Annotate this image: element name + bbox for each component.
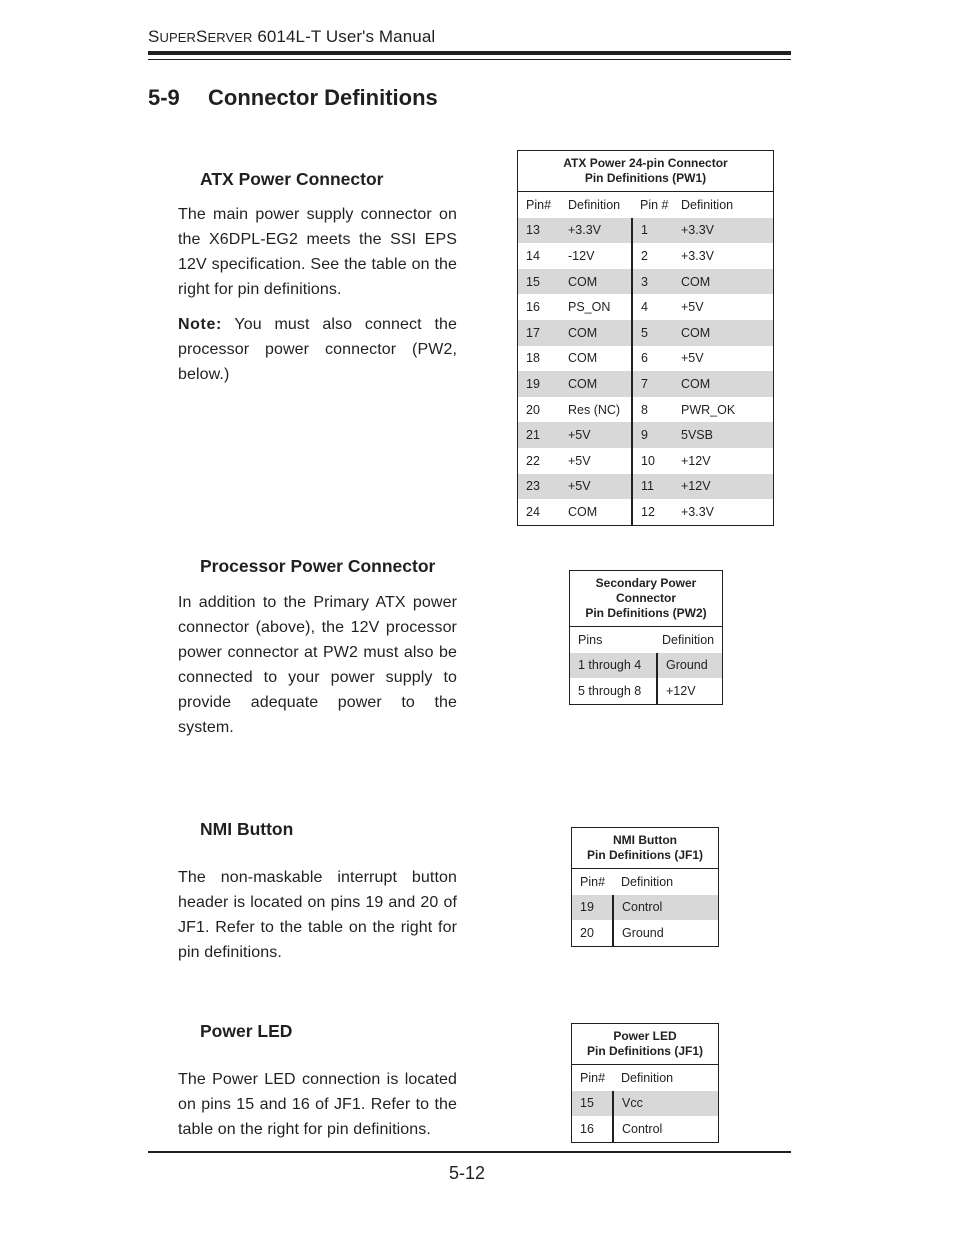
page-number: 5-12 [449, 1163, 486, 1183]
nmi-body: The non-maskable interrupt button header is located on pins 19 and 20 of JF1. Refer to the table on the right for pin definitions. [178, 869, 457, 961]
table-row [518, 448, 774, 474]
atx-cell-pin2: 3 [632, 269, 673, 295]
nmi-header-definition: Definition [621, 874, 674, 889]
atx-header-definition2: Definition [681, 197, 734, 212]
atx-cell-definition2: COM [673, 371, 774, 397]
atx-cell-definition: +5V [568, 453, 591, 468]
power-led-cell-pin: 16 [580, 1121, 594, 1136]
table-row [572, 1116, 719, 1142]
atx-cell-definition2: +12V [681, 453, 711, 468]
atx-cell-pin: 24 [526, 504, 540, 519]
atx-header-definition: Definition [568, 197, 621, 212]
atx-caption-line1: ATX Power 24-pin Connector [563, 156, 728, 170]
pw2-cell-definition: +12V [657, 678, 723, 704]
footer-rule [148, 1151, 791, 1153]
table-row [518, 269, 774, 295]
atx-cell-definition2: +12V [673, 474, 774, 500]
header-rest: 6014L-T User's Manual [252, 27, 436, 46]
table-row [518, 243, 774, 269]
pw2-cell-pins: 1 through 4 [570, 653, 658, 679]
atx-cell-definition2: COM [673, 320, 774, 346]
atx-cell-pin2: 10 [632, 448, 673, 474]
atx-cell-definition: +5V [560, 422, 632, 448]
nmi-heading: NMI Button [200, 819, 294, 839]
pw2-caption-line2: Connector [616, 591, 676, 605]
atx-cell-definition2: PWR_OK [681, 402, 736, 417]
table-row [570, 653, 723, 679]
running-header [148, 27, 435, 47]
atx-cell-pin2: 7 [632, 371, 673, 397]
atx-cell-definition2: +3.3V [681, 504, 715, 519]
atx-cell-pin: 13 [518, 218, 561, 244]
atx-cell-pin: 20 [526, 402, 540, 417]
section-title-text: Connector Definitions [208, 85, 438, 110]
atx-cell-definition: +5V [560, 474, 632, 500]
atx-cell-pin: 16 [526, 300, 540, 315]
atx-cell-definition: COM [560, 269, 632, 295]
atx-cell-pin2: 1 [632, 218, 673, 244]
atx-cell-pin2: 2 [632, 243, 673, 269]
atx-cell-pin2: 6 [632, 346, 673, 372]
table-row [570, 678, 723, 704]
atx-cell-definition2: +3.3V [681, 248, 715, 263]
nmi-header-pin: Pin# [580, 874, 606, 889]
atx-pin-table [517, 150, 774, 526]
atx-cell-definition2: COM [673, 269, 774, 295]
power-led-table-header-row [572, 1065, 719, 1091]
header-rule-thick [148, 51, 791, 55]
table-row [572, 920, 719, 946]
section-title [148, 85, 438, 111]
nmi-cell-pin: 20 [580, 925, 594, 940]
atx-cell-pin: 14 [526, 248, 540, 263]
atx-cell-definition: COM [568, 351, 598, 366]
atx-table-header-row [518, 192, 774, 218]
atx-note-text: You must also connect the processor power connector (PW2, below.) [178, 316, 457, 383]
nmi-cell-pin: 19 [572, 895, 614, 921]
nmi-caption-line2: Pin Definitions (JF1) [586, 848, 703, 862]
power-led-pin-table [571, 1023, 719, 1143]
pw2-table-caption [570, 571, 723, 627]
pw2-cell-pins: 5 through 8 [578, 683, 642, 698]
atx-cell-definition2: +5V [681, 351, 704, 366]
atx-cell-pin: 21 [518, 422, 561, 448]
nmi-cell-definition: Ground [613, 920, 719, 946]
atx-table-caption [518, 151, 774, 192]
atx-cell-pin2: 9 [632, 422, 673, 448]
atx-cell-pin: 15 [518, 269, 561, 295]
atx-cell-definition2: +3.3V [673, 218, 774, 244]
atx-cell-pin2: 8 [632, 397, 673, 423]
pw2-caption-line1: Secondary Power [595, 576, 697, 590]
pw2-table-header-row [570, 627, 723, 653]
atx-cell-definition: Res (NC) [568, 402, 621, 417]
atx-cell-definition: PS_ON [568, 300, 611, 315]
atx-header-pin2: Pin # [640, 197, 669, 212]
atx-note [178, 312, 457, 387]
table-row [518, 346, 774, 372]
table-row [518, 499, 774, 525]
atx-cell-pin: 18 [526, 351, 540, 366]
atx-cell-pin2: 4 [632, 294, 673, 320]
atx-cell-definition: COM [568, 504, 598, 519]
atx-cell-pin2: 5 [632, 320, 673, 346]
power-led-caption-line1: Power LED [613, 1029, 677, 1043]
table-row [518, 397, 774, 423]
header-erver: ERVER [207, 30, 253, 45]
power-led-heading: Power LED [200, 1021, 293, 1041]
header-rule-thin [148, 59, 791, 60]
atx-cell-pin2: 11 [632, 474, 673, 500]
atx-header-pin: Pin# [526, 197, 552, 212]
pw2-header-pins: Pins [578, 632, 603, 647]
table-row [518, 422, 774, 448]
atx-heading: ATX Power Connector [200, 169, 384, 189]
atx-cell-definition2: 5VSB [673, 422, 774, 448]
atx-cell-pin2: 12 [632, 499, 673, 525]
table-row [518, 218, 774, 244]
table-row [518, 371, 774, 397]
pw2-pin-table [569, 570, 723, 705]
power-led-cell-pin: 15 [572, 1091, 614, 1117]
table-row [518, 320, 774, 346]
atx-cell-definition: COM [560, 371, 632, 397]
power-led-table-caption [572, 1024, 719, 1065]
power-led-header-pin: Pin# [580, 1070, 606, 1085]
power-led-cell-definition: Vcc [613, 1091, 719, 1117]
processor-body: In addition to the Primary ATX power connector (above), the 12V processor power connector at PW2 must also be connected to your power supply to provide adequate power to the system. [178, 594, 457, 736]
table-row [518, 294, 774, 320]
pw2-caption-line3: Pin Definitions (PW2) [585, 606, 707, 620]
atx-body: The main power supply connector on the X6DPL-EG2 meets the SSI EPS 12V specification. See the table on the right for pin definitions. [178, 206, 457, 298]
atx-cell-pin: 22 [526, 453, 540, 468]
power-led-header-definition: Definition [621, 1070, 674, 1085]
table-row [518, 474, 774, 500]
atx-cell-pin: 17 [518, 320, 561, 346]
atx-caption-line2: Pin Definitions (PW1) [584, 171, 707, 185]
power-led-caption-line2: Pin Definitions (JF1) [586, 1044, 703, 1058]
atx-cell-definition: +3.3V [560, 218, 632, 244]
pw2-header-definition: Definition [662, 632, 715, 647]
header-s2: S [195, 27, 208, 46]
atx-cell-definition: COM [560, 320, 632, 346]
atx-cell-definition: -12V [568, 248, 595, 263]
nmi-caption-line1: NMI Button [613, 833, 677, 847]
power-led-body: The Power LED connection is located on pins 15 and 16 of JF1. Refer to the table on the right for pin definitions. [178, 1071, 457, 1138]
header-uper: UPER [159, 30, 196, 45]
atx-note-label: Note: [178, 316, 222, 333]
table-row [572, 1091, 719, 1117]
header-s1: S [148, 27, 160, 46]
nmi-table-caption [572, 828, 719, 869]
pw2-cell-definition: Ground [657, 653, 723, 679]
atx-cell-definition2: +5V [681, 300, 704, 315]
processor-heading: Processor Power Connector [200, 556, 436, 576]
atx-cell-pin: 19 [518, 371, 561, 397]
power-led-cell-definition: Control [613, 1116, 719, 1142]
nmi-cell-definition: Control [613, 895, 719, 921]
nmi-pin-table [571, 827, 719, 947]
table-row [572, 895, 719, 921]
atx-cell-pin: 23 [518, 474, 561, 500]
section-number: 5-9 [148, 85, 180, 110]
nmi-table-header-row [572, 869, 719, 895]
